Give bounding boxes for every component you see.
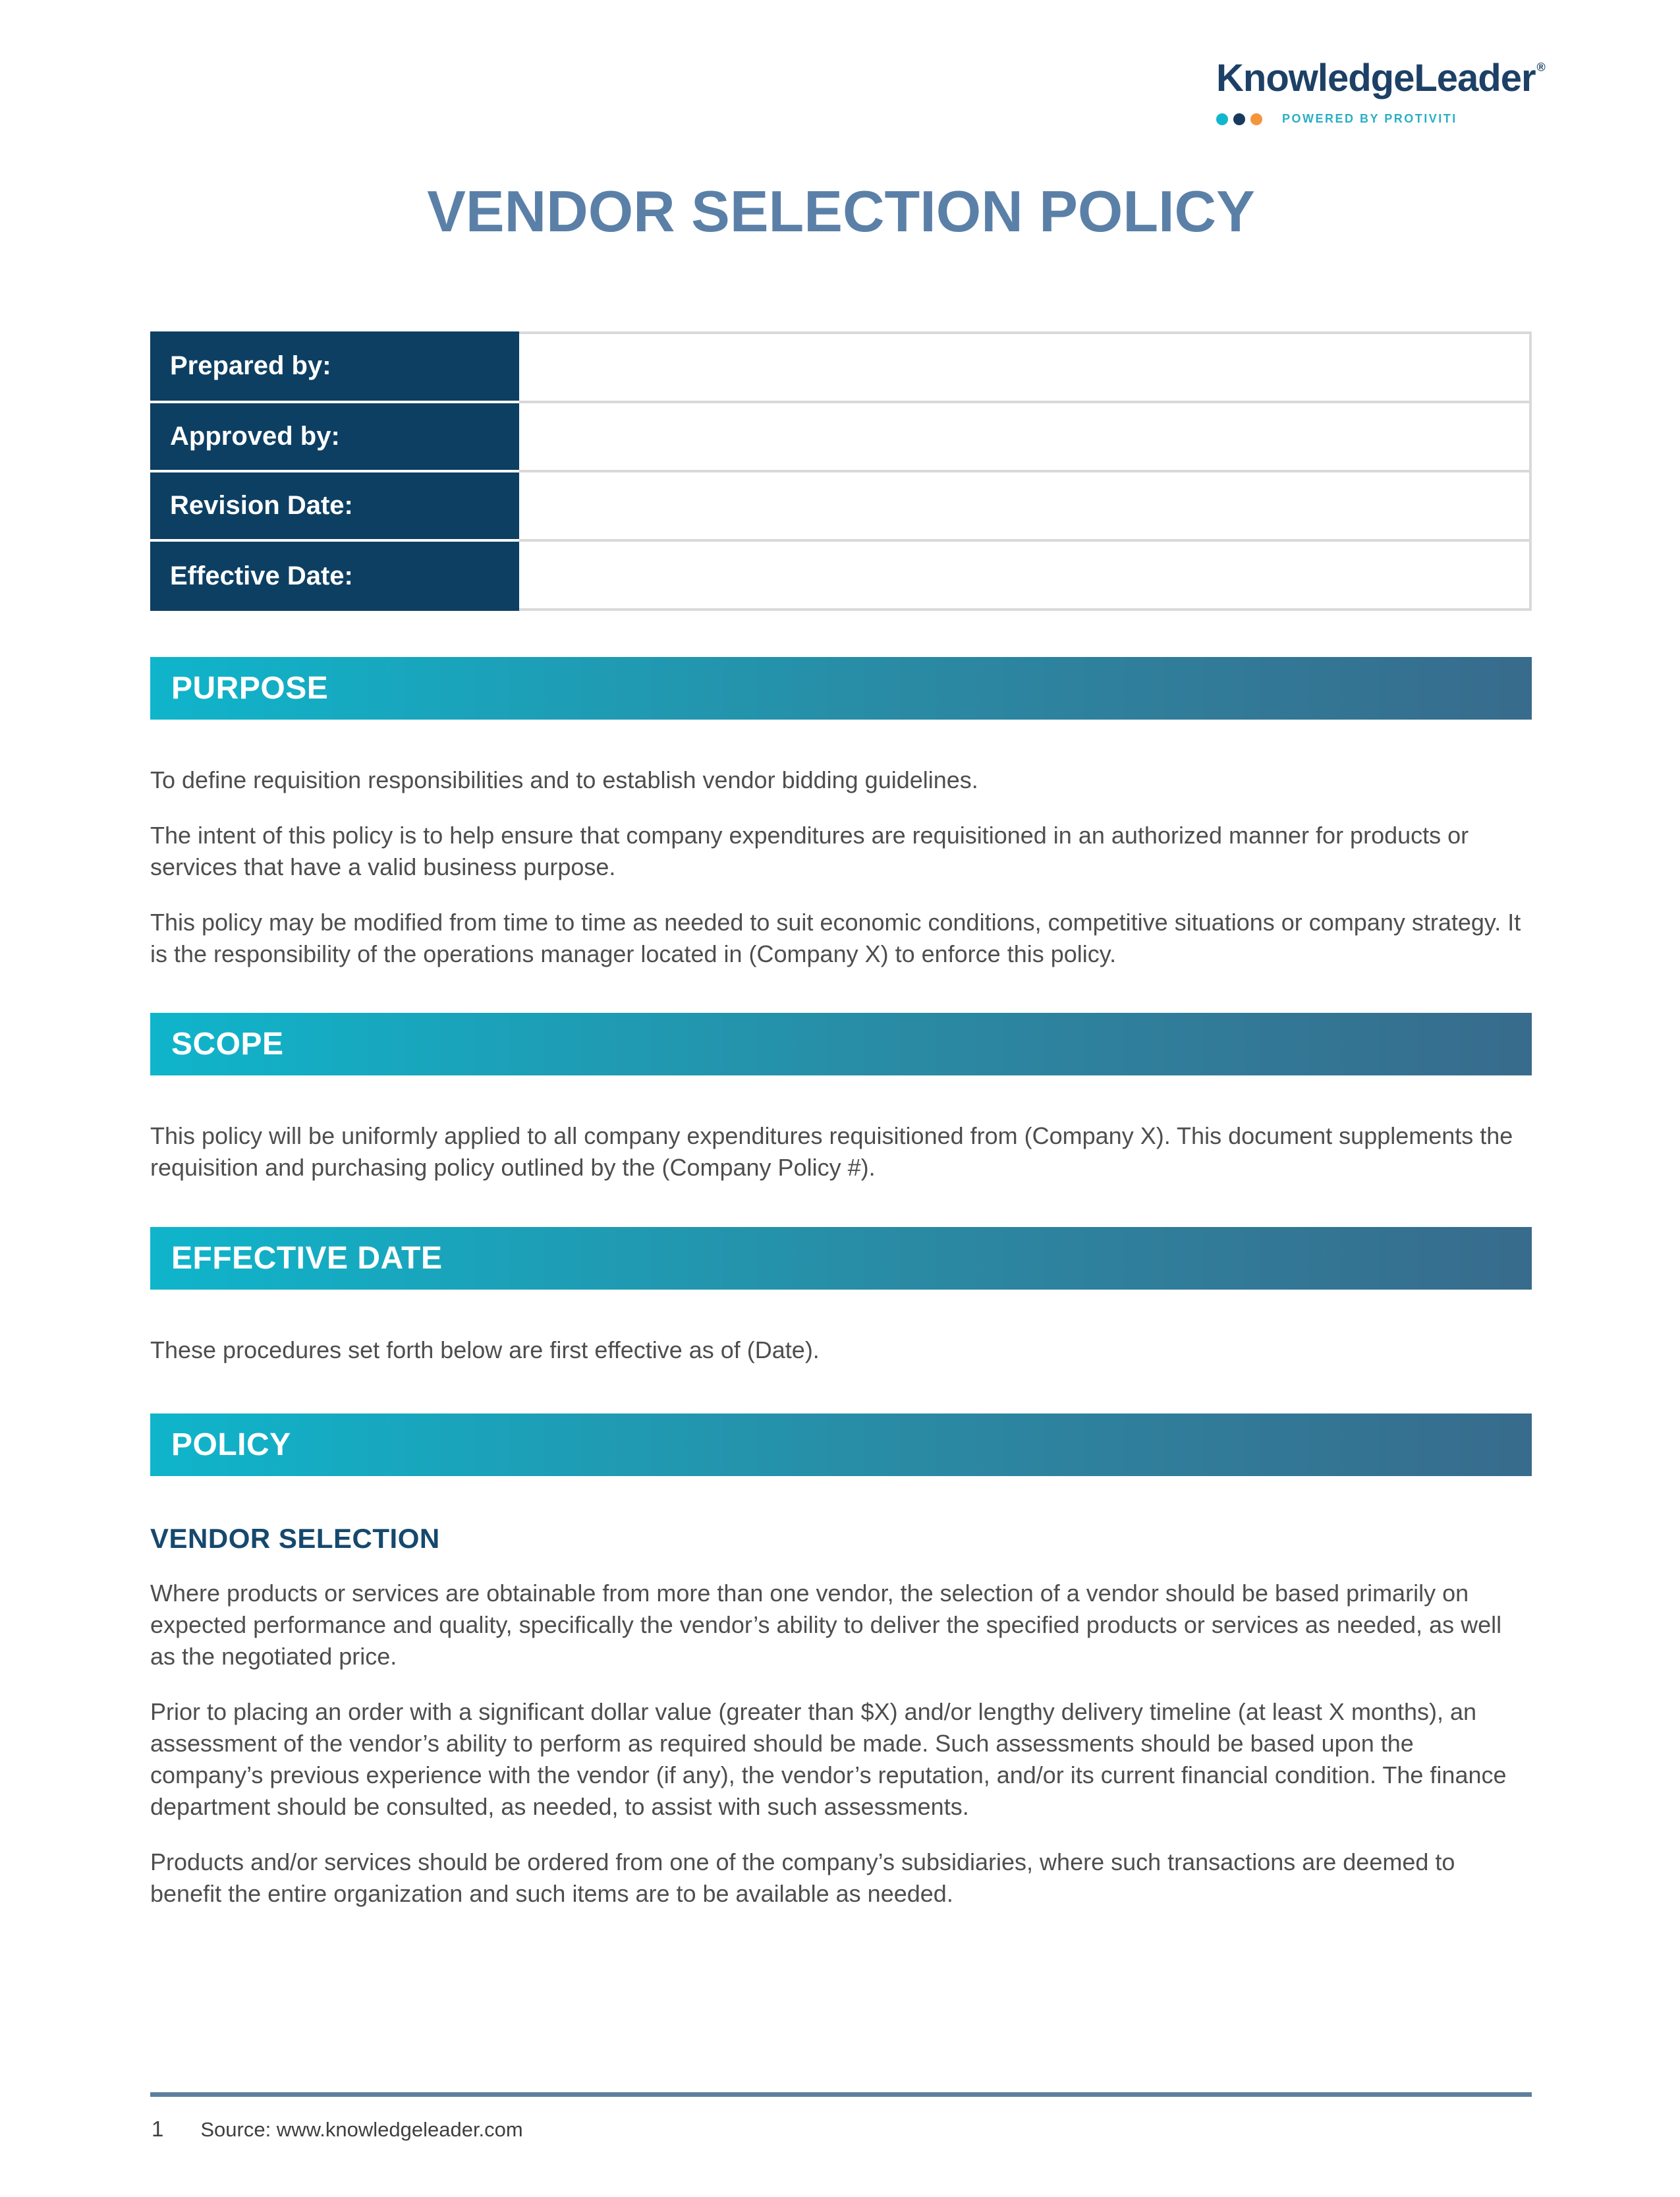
meta-value-approved-by [519, 403, 1532, 472]
section-heading-scope [150, 1013, 1532, 1075]
knowledgeleader-logo [1216, 59, 1544, 126]
page-footer [152, 2117, 523, 2142]
section-heading-purpose-label: PURPOSE [171, 671, 329, 706]
section-heading-scope-label: SCOPE [171, 1027, 284, 1062]
vendor-selection-subheading: VENDOR SELECTION [150, 1523, 440, 1555]
meta-table-row [150, 403, 1532, 472]
section-heading-policy-label: POLICY [171, 1427, 291, 1463]
section-heading-effective-date-label: EFFECTIVE DATE [171, 1241, 443, 1276]
scope-paragraph: This policy will be uniformly applied to all company expenditures requisitioned from (Company X). This document supplements the requisition and purchasing policy outlined by the (Company Policy #). [150, 1122, 1513, 1182]
effective-date-paragraph: These procedures set forth below are first effective as of (Date). [150, 1336, 820, 1364]
purpose-paragraph: This policy may be modified from time to time as needed to suit economic conditions, competitive situations or company strategy. It is the responsibility of the operations manager located in (Company X) to enforce this policy. [150, 909, 1521, 968]
logo-dot-teal-icon [1216, 113, 1228, 125]
section-heading-purpose [150, 657, 1532, 720]
meta-table-row [150, 542, 1532, 611]
meta-value-effective-date [519, 542, 1532, 611]
policy-paragraph: Where products or services are obtainable from more than one vendor, the selection of a vendor should be based primarily on expected performance and quality, specifically the vendor’s ability to deliver the specified products or services as needed, as well as the negotiated price. [150, 1580, 1502, 1670]
section-heading-effective-date [150, 1227, 1532, 1290]
section-heading-policy [150, 1413, 1532, 1476]
meta-label-approved-by: Approved by: [150, 403, 519, 472]
meta-table [150, 331, 1532, 611]
footer-divider [150, 2092, 1532, 2097]
logo-dot-orange-icon [1250, 113, 1262, 125]
logo-brand-text: KnowledgeLeader [1216, 57, 1536, 100]
logo-dot-navy-icon [1233, 113, 1245, 125]
meta-table-row [150, 472, 1532, 542]
registered-trademark-icon: ® [1536, 61, 1546, 74]
meta-label-prepared-by: Prepared by: [150, 331, 519, 403]
policy-paragraph: Prior to placing an order with a significant dollar value (greater than $X) and/or lengthy delivery timeline (at least X months), an assessment of the vendor’s ability to perform as required should be made. Such assessments should be based upon the company’s previous experience with the vendor (if any), the vendor’s reputation, and/or its current financial condition. The finance department should be consulted, as needed, to assist with such assessments. [150, 1698, 1507, 1821]
meta-label-effective-date: Effective Date: [150, 542, 519, 611]
purpose-paragraph: The intent of this policy is to help ensure that company expenditures are requisitioned in an authorized manner for products or services that have a valid business purpose. [150, 822, 1469, 881]
footer-source-text: Source: www.knowledgeleader.com [200, 2118, 523, 2141]
meta-label-revision-date: Revision Date: [150, 472, 519, 542]
purpose-paragraph: To define requisition responsibilities and to establish vendor bidding guidelines. [150, 766, 978, 794]
meta-value-revision-date [519, 472, 1532, 542]
policy-paragraph: Products and/or services should be ordered from one of the company’s subsidiaries, where such transactions are deemed to benefit the entire organization and such items are to be available as needed. [150, 1848, 1455, 1908]
logo-tagline: POWERED BY PROTIVITI [1282, 112, 1457, 125]
logo-tagline-row [1216, 112, 1544, 126]
document-title: VENDOR SELECTION POLICY [427, 179, 1255, 244]
meta-table-row [150, 331, 1532, 403]
page-number: 1 [152, 2117, 164, 2141]
meta-value-prepared-by [519, 331, 1532, 403]
logo-wordmark [1216, 59, 1544, 98]
